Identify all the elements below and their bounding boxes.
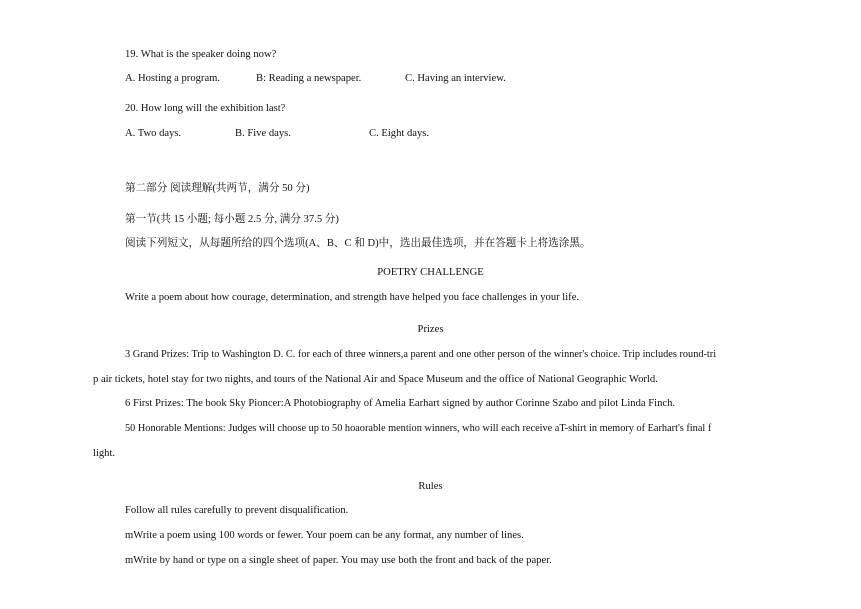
q19-option-b: B: Reading a newspaper.	[256, 73, 362, 84]
q19-option-c: C. Having an interview.	[405, 73, 506, 84]
first-prize: 6 First Prizes: The book Sky Pioncer:A Photobiography of Amelia Earhart signed by author Corinne Szabo and pilot Linda Finch.	[125, 398, 676, 409]
q20-option-c: C. Eight days.	[369, 128, 430, 139]
rule-2: mWrite by hand or type on a single sheet of paper. You may use both the front and back of the paper.	[125, 555, 552, 566]
subsection-title: 第一节(共 15 小题; 每小题 2.5 分, 满分 37.5 分)	[125, 214, 339, 225]
article-title: POETRY CHALLENGE	[377, 267, 484, 278]
honorable-mention-line-1: 50 Honorable Mentions: Judges will choose up to 50 hoaorable mention winners, who will each receive aT-shirt in memory of Earhart's final f	[125, 423, 712, 434]
grand-prize-line-1: 3 Grand Prizes: Trip to Washington D. C. for each of three winners,a parent and one other person of the winner's choice. Trip includes round-tri	[125, 349, 717, 360]
article-intro: Write a poem about how courage, determination, and strength have helped you face challenges in your life.	[125, 292, 580, 303]
q19-option-a: A. Hosting a program.	[125, 73, 221, 84]
q20-option-a: A. Two days.	[125, 128, 182, 139]
rule-1: mWrite a poem using 100 words or fewer. Your poem can be any format, any number of lines.	[125, 530, 524, 541]
q20-option-b: B. Five days.	[235, 128, 291, 139]
question-20: 20. How long will the exhibition last?	[125, 103, 286, 114]
honorable-mention-line-2: light.	[93, 448, 116, 459]
question-19: 19. What is the speaker doing now?	[125, 49, 277, 60]
rules-intro: Follow all rules carefully to prevent disqualification.	[125, 505, 349, 516]
rules-heading: Rules	[418, 481, 443, 492]
part-title: 第二部分 阅读理解(共两节，满分 50 分)	[125, 183, 310, 194]
instructions: 阅读下列短文，从每题所给的四个选项(A、B、C 和 D)中，选出最佳选项，并在答题卡上将选涂黑。	[125, 238, 591, 249]
grand-prize-line-2: p air tickets, hotel stay for two nights, and tours of the National Air and Space Museum and the office of National Geographic World.	[93, 374, 658, 385]
prizes-heading: Prizes	[417, 324, 444, 335]
